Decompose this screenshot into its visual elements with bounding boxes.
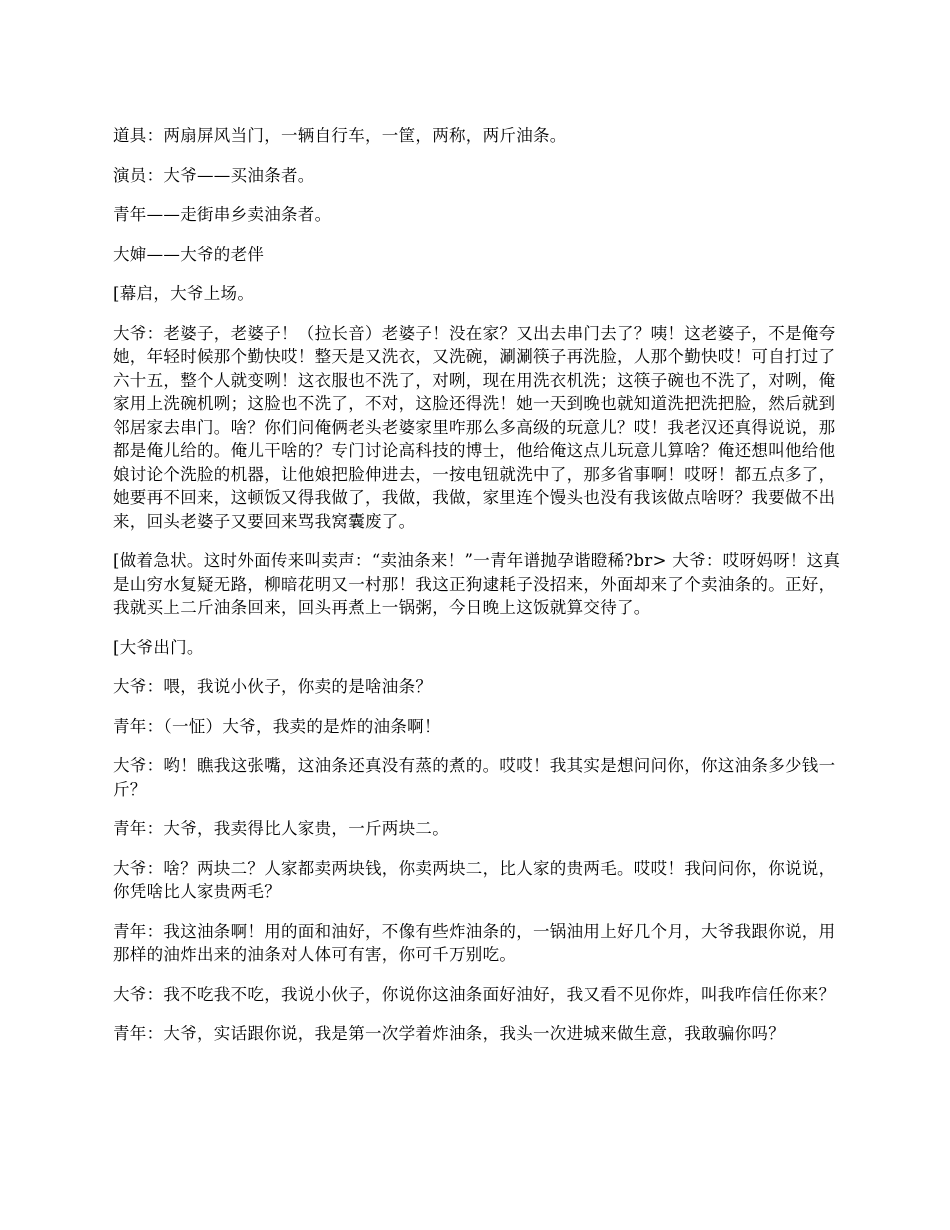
dialogue-paragraph: 青年：大爷，我卖得比人家贵，一斤两块二。 <box>113 819 449 838</box>
cast-line-aunt: 大婶——大爷的老伴 <box>113 244 265 264</box>
dialogue-paragraph: 大爷：老婆子，老婆子！（拉长音）老婆子！没在家？又出去串门去了？咦！这老婆子，不是俺夸她，年轻时候那个勤快哎！整天是又洗衣，又洗碗，涮涮筷子再洗脸，人那个勤快哎！可自打过了六十五，整个人就变咧！这衣服也不洗了，对咧，现在用洗衣机洗；这筷子碗也不洗了，对咧，俺家用上洗碗机咧；这脸也不洗了，不对，这脸还得洗！她一天到晚也就知道洗把洗把脸，然后就到邻居家去串门。啥？你们问俺俩老头老婆家里咋那么多高级的玩意儿？哎！我老汉还真得说说，那都是俺儿给的。俺儿干啥的？专门讨论高科技的博士，他给俺这点儿玩意儿算啥？俺还想叫他给他娘讨论个洗脸的机器，让他娘把脸伸进去，一按电钮就洗中了，那多省事啊！哎呀！都五点多了，她要再不回来，这顿饭又得我做了，我做，我做，家里连个馒头也没有我该做点啥呀？我要做不出来，回头老婆子又要回来骂我窝囊废了。 <box>113 323 836 531</box>
document-body <box>113 124 843 1062</box>
stage-direction: [做着急状。这时外面传来叫卖声：“卖油条来！”一青年谱抛孕谐瞪稀?br> 大爷：哎呀妈呀！这真是山穷水复疑无路，柳暗花明又一村那！我这正狗逮耗子没招来，外面却来了个卖油条的。正好，我就买上二斤油条回来，回头再煮上一锅粥，今日晚上这饭就算交待了。 <box>113 551 841 617</box>
dialogue-paragraph: 大爷：啥？两块二？人家都卖两块钱，你卖两块二，比人家的贵两毛。哎哎！我问问你，你说说，你凭啥比人家贵两毛？ <box>113 858 836 901</box>
dialogue-paragraph: 大爷：我不吃我不吃，我说小伙子，你说你这油条面好油好，我又看不见你炸，叫我咋信任你来？ <box>113 984 836 1004</box>
dialogue-paragraph: 大爷：喂，我说小伙子，你卖的是啥油条？ <box>113 677 433 696</box>
props-line: 道具：两扇屏风当门，一辆自行车，一筐，两称，两斤油条。 <box>113 126 567 145</box>
stage-direction: [幕启，大爷上场。 <box>113 284 255 303</box>
stage-direction: [大爷出门。 <box>113 637 204 657</box>
cast-line-youth: 青年——走街串乡卖油条者。 <box>113 205 332 224</box>
dialogue-paragraph: 青年：大爷，实话跟你说，我是第一次学着炸油条，我头一次进城来做生意，我敢骗你吗？ <box>113 1024 785 1043</box>
dialogue-paragraph: 青年：（一怔）大爷，我卖的是炸的油条啊！ <box>113 716 441 736</box>
dialogue-paragraph: 大爷：哟！瞧我这张嘴，这油条还真没有蒸的煮的。哎哎！我其实是想问问你，你这油条多少钱一斤？ <box>113 756 836 799</box>
cast-line-uncle: 演员：大爷——买油条者。 <box>113 165 315 185</box>
dialogue-paragraph: 青年：我这油条啊！用的面和油好，不像有些炸油条的，一锅油用上好几个月，大爷我跟你说，用那样的油炸出来的油条对人体可有害，你可千万别吃。 <box>113 921 836 964</box>
